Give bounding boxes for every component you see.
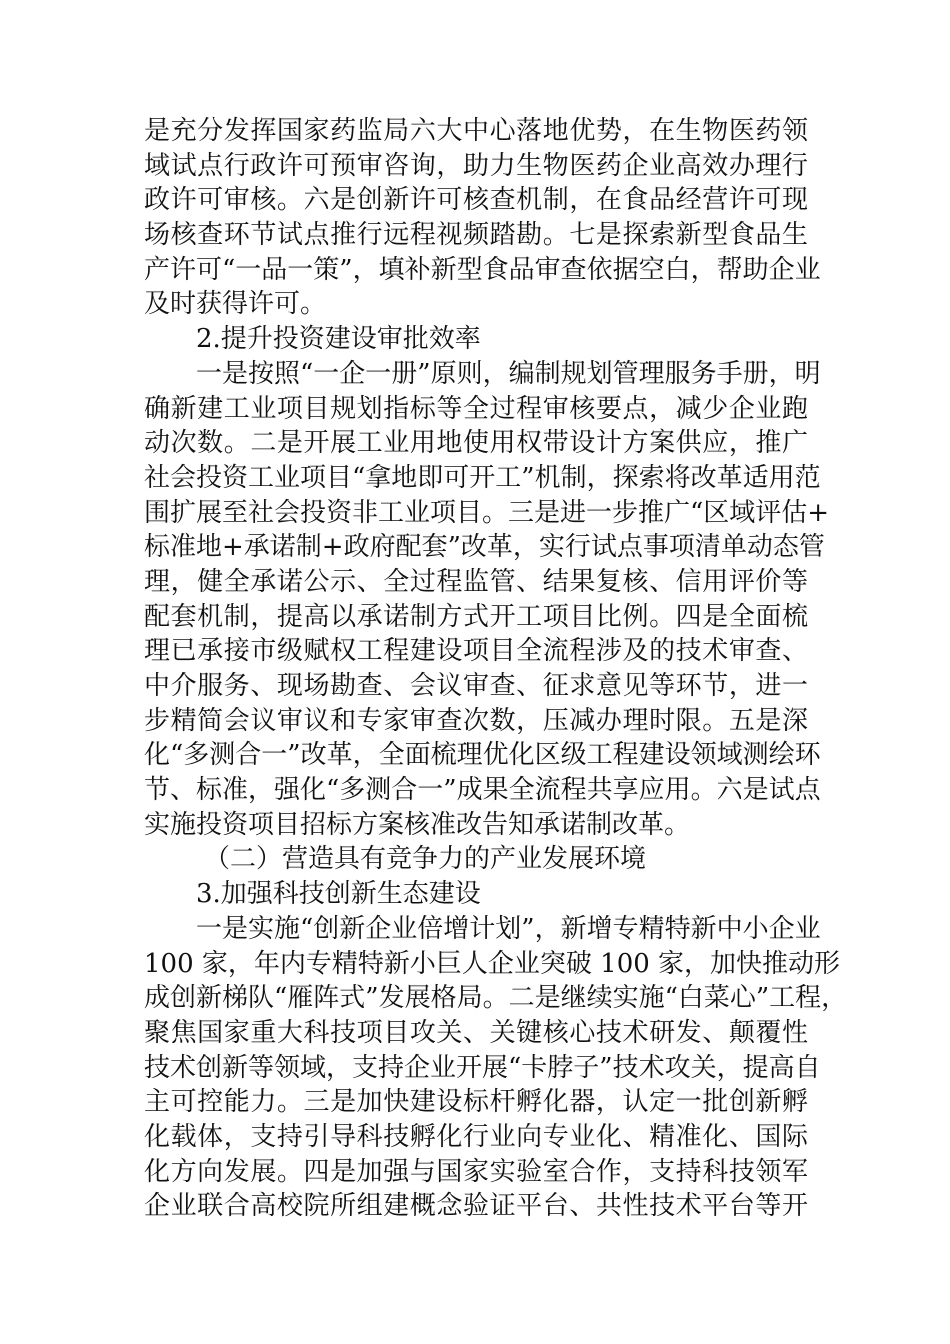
paragraph-line: 化载体，支持引导科技孵化行业向专业化、精准化、国际 [144, 1121, 808, 1152]
paragraph-line: 确新建工业项目规划指标等全过程审核要点，减少企业跑 [144, 393, 808, 424]
paragraph-line: 及时获得许可。 [144, 289, 327, 320]
paragraph-line: 产许可“一品一策”，填补新型食品审查依据空白，帮助企业 [144, 254, 821, 285]
paragraph-line: 理已承接市级赋权工程建设项目全流程涉及的技术审查、 [144, 636, 808, 667]
paragraph-line: 技术创新等领域，支持企业开展“卡脖子”技术攻关，提高自 [144, 1052, 821, 1083]
paragraph-line: 配套机制，提高以承诺制方式开工项目比例。四是全面梳 [144, 601, 808, 632]
paragraph-line: 一是实施“创新企业倍增计划”，新增专精特新中小企业 [196, 913, 821, 944]
paragraph-line: 化方向发展。四是加强与国家实验室合作，支持科技领军 [144, 1156, 808, 1187]
paragraph-line: 理，健全承诺公示、全过程监管、结果复核、信用评价等 [144, 566, 808, 597]
paragraph-line: 100 家，年内专精特新小巨人企业突破 100 家，加快推动形 [144, 948, 841, 979]
section-heading: 2.提升投资建设审批效率 [196, 324, 481, 355]
paragraph-line: 成创新梯队“雁阵式”发展格局。二是继续实施“白菜心”工程， [144, 983, 848, 1014]
paragraph-line: 化“多测合一”改革，全面梳理优化区级工程建设领域测绘环 [144, 740, 821, 771]
paragraph-line: 政许可审核。六是创新许可核查机制，在食品经营许可现 [144, 185, 808, 216]
paragraph-line: 是充分发挥国家药监局六大中心落地优势，在生物医药领 [144, 116, 808, 146]
paragraph-line: 步精简会议审议和专家审查次数，压减办理时限。五是深 [144, 705, 808, 736]
section-heading: 3.加强科技创新生态建设 [196, 879, 481, 910]
paragraph-line: 社会投资工业项目“拿地即可开工”机制，探索将改革适用范 [144, 462, 821, 493]
paragraph-line: 主可控能力。三是加快建设标杆孵化器，认定一批创新孵 [144, 1087, 808, 1118]
paragraph-line: 一是按照“一企一册”原则，编制规划管理服务手册，明 [196, 358, 821, 389]
paragraph-line: 场核查环节试点推行远程视频踏勘。七是探索新型食品生 [144, 220, 808, 251]
document-body [144, 114, 848, 1224]
paragraph-line: 标准地+承诺制+政府配套”改革，实行试点事项清单动态管 [144, 532, 825, 563]
paragraph-line: 围扩展至社会投资非工业项目。三是进一步推广“区域评估+ [144, 497, 830, 528]
paragraph-line: 企业联合高校院所组建概念验证平台、共性技术平台等开 [144, 1191, 808, 1222]
paragraph-line: 域试点行政许可预审咨询，助力生物医药企业高效办理行 [144, 150, 808, 181]
paragraph-line: 聚焦国家重大科技项目攻关、关键核心技术研发、颠覆性 [144, 1017, 808, 1048]
paragraph-line: 节、标准，强化“多测合一”成果全流程共享应用。六是试点 [144, 775, 821, 806]
paragraph-line: 实施投资项目招标方案核准改告知承诺制改革。 [144, 809, 691, 840]
paragraph-line: 中介服务、现场勘查、会议审查、征求意见等环节，进一 [144, 671, 808, 701]
paragraph-line: 动次数。二是开展工业用地使用权带设计方案供应，推广 [144, 428, 808, 459]
subsection-heading: （二）营造具有竞争力的产业发展环境 [204, 844, 647, 875]
